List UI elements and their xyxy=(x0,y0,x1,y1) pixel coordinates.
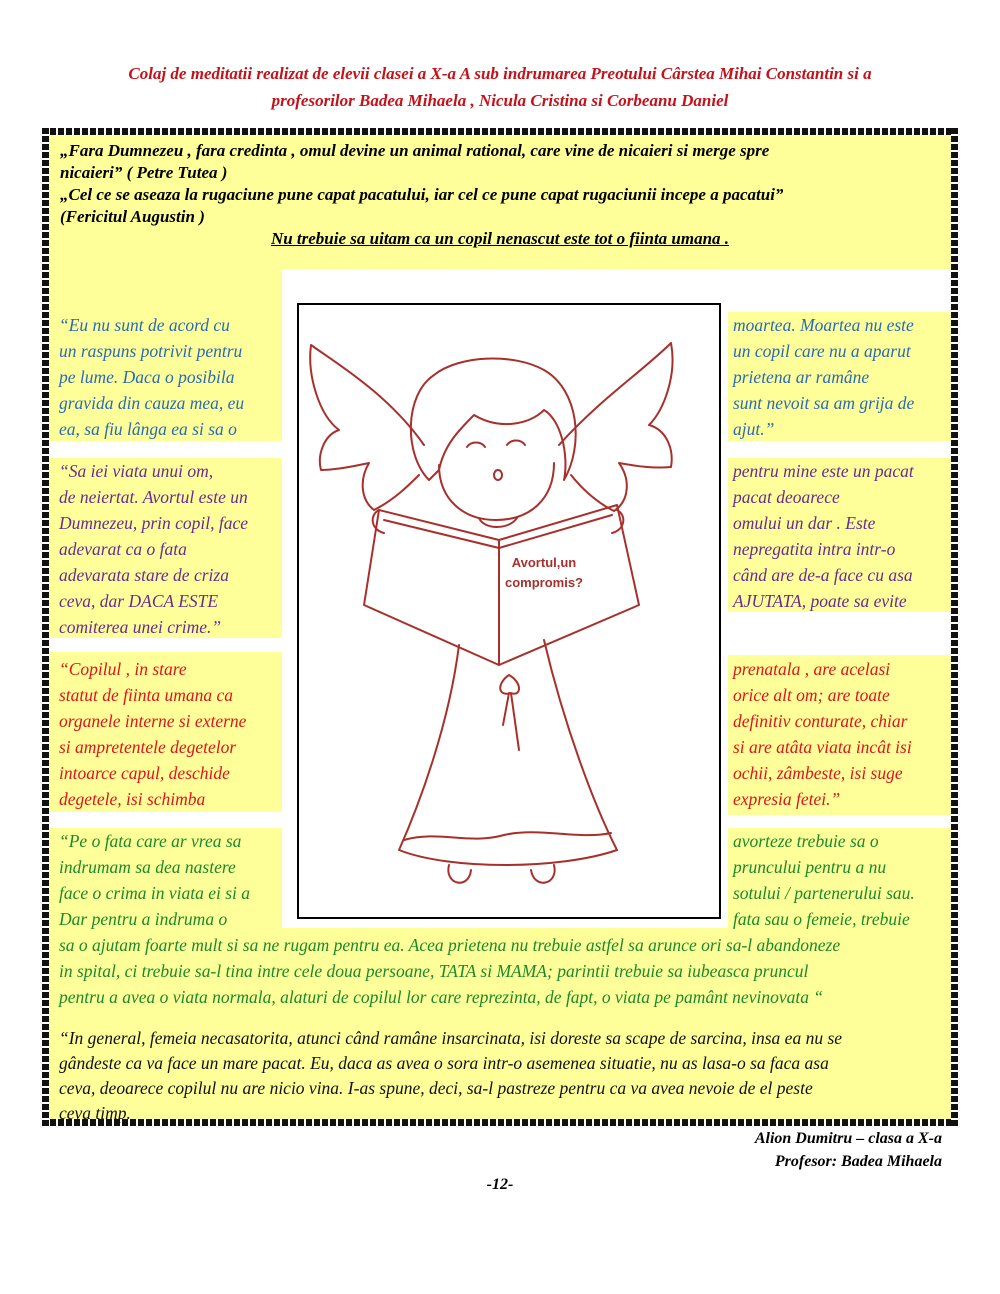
left-wing xyxy=(310,345,424,510)
quote-1-right xyxy=(733,312,914,442)
gown xyxy=(399,640,617,865)
book-title-line-1: Avortul,un xyxy=(511,555,577,570)
quote-3-right-line: prenatala , are acelasi xyxy=(733,659,891,679)
quote-augustin-line-2: (Fericitul Augustin ) xyxy=(60,207,205,226)
quote-4-right-line: sotului / partenerului sau. xyxy=(733,883,915,903)
quote-2-right-line: nepregatita intra intr-o xyxy=(733,539,896,559)
signature-teacher: Profesor: Badea Mihaela xyxy=(774,1153,942,1170)
quote-3-right xyxy=(733,656,912,812)
quote-1-right-line: ajut.” xyxy=(733,419,775,439)
angel-illustration xyxy=(297,303,721,919)
book-title-line-2: compromis? xyxy=(504,575,584,590)
quote-4-left-line: Dar pentru a indruma o xyxy=(59,909,228,929)
quote-4-right-line: fata sau o femeie, trebuie xyxy=(733,909,910,929)
quote-3-right-line: si are atâta viata incât isi xyxy=(733,737,912,757)
gown-hem xyxy=(404,832,611,840)
header-line-1: Colaj de meditatii realizat de elevii clasei a X-a A sub indrumarea Preotului Cârstea Mihai Constantin si a xyxy=(128,64,872,83)
frame-right-border xyxy=(951,128,958,1126)
right-eye xyxy=(507,441,525,446)
frame-left-border xyxy=(42,128,49,1126)
quote-3-left-line: “Copilul , in stare xyxy=(59,659,187,679)
page-number: -12- xyxy=(486,1176,514,1193)
quote-3-left xyxy=(59,656,246,812)
quote-4-full-line: in spital, ci trebuie sa-l tina intre cele doua persoane, TATA si MAMA; parintii trebuie sa iubeasca pruncul xyxy=(59,961,809,981)
top-quotes xyxy=(60,140,920,228)
quote-3-right-line: definitiv conturate, chiar xyxy=(733,711,908,731)
quote-1-left xyxy=(59,312,244,442)
quote-tutea-line-2: nicaieri” ( Petre Tutea ) xyxy=(60,163,228,182)
quote-3-right-line: expresia fetei.” xyxy=(733,789,841,809)
quote-2-left-line: adevarat ca o fata xyxy=(59,539,187,559)
unborn-child-note: Nu trebuie sa uitam ca un copil nenascut este tot o fiinta umana . xyxy=(270,229,730,248)
quote-2-left-line: adevarata stare de criza xyxy=(59,565,229,585)
bow xyxy=(500,675,519,750)
mouth xyxy=(494,470,502,480)
header-line-2: profesorilor Badea Mihaela , Nicula Cristina si Corbeanu Daniel xyxy=(271,91,729,110)
quote-augustin-line-1: „Cel ce se aseaza la rugaciune pune capat pacatului, iar cel ce pune capat rugaciunii incepe a pacatui” xyxy=(60,185,784,204)
frame-gap xyxy=(282,269,728,303)
quote-5-line: “In general, femeia necasatorita, atunci când ramâne insarcinata, isi doreste sa scape de sarcina, insa ea nu se xyxy=(59,1028,843,1048)
signature-author: Alion Dumitru – clasa a X-a xyxy=(754,1130,942,1147)
quote-2-left-line: “Sa iei viata unui om, xyxy=(59,461,214,481)
quote-3-left-line: degetele, isi schimba xyxy=(59,789,206,809)
quote-1-left-line: pe lume. Daca o posibila xyxy=(59,367,235,387)
quote-4-right-line: pruncului pentru a nu xyxy=(733,857,887,877)
page-header xyxy=(40,60,960,114)
quote-3-left-line: si ampretentele degetelor xyxy=(59,737,237,757)
hair xyxy=(411,359,576,480)
quote-5-line: ceva, deoarece copilul nu are nicio vina. I-as spune, deci, sa-l pastreze pentru ca va avea nevoie de el peste xyxy=(59,1078,813,1098)
quote-3-left-line: statut de fiinta umana ca xyxy=(59,685,234,705)
quote-2-left-line: Dumnezeu, prin copil, face xyxy=(59,513,249,533)
frame-top-border xyxy=(42,128,958,135)
face xyxy=(439,463,554,520)
quote-4-left-line: “Pe o fata care ar vrea sa xyxy=(59,831,242,851)
quote-4-full-line: sa o ajutam foarte mult si sa ne rugam pentru ea. Acea prietena nu trebuie astfel sa arunce ori sa-l abandoneze xyxy=(59,935,841,955)
left-eye xyxy=(467,443,485,448)
right-foot xyxy=(531,865,555,883)
quote-2-right xyxy=(733,458,914,614)
quote-5-line: gândeste ca va face un mare pacat. Eu, daca as avea o sora intr-o asemenea situatie, nu as lasa-o sa faca asa xyxy=(59,1053,829,1073)
book xyxy=(364,505,639,665)
quote-3-right-line: orice alt om; are toate xyxy=(733,685,890,705)
quote-4-right-line: avorteze trebuie sa o xyxy=(733,831,879,851)
quote-4-left-line: indrumam sa dea nastere xyxy=(59,857,236,877)
left-foot xyxy=(448,865,471,883)
quote-3-left-line: organele interne si externe xyxy=(59,711,247,731)
quote-3-left-line: intoarce capul, deschide xyxy=(59,763,230,783)
quote-2-left xyxy=(59,458,248,640)
quote-1-left-line: “Eu nu sunt de acord cu xyxy=(59,315,230,335)
quote-2-right-line: când are de-a face cu asa xyxy=(733,565,913,585)
angel-drawing xyxy=(299,305,719,917)
quote-2-left-line: ceva, dar DACA ESTE xyxy=(59,591,219,611)
quote-tutea-line-1: „Fara Dumnezeu , fara credinta , omul devine un animal rational, care vine de nicaieri si merge spre xyxy=(60,141,770,160)
quote-2-right-line: pacat deoarece xyxy=(733,487,840,507)
quote-4-right xyxy=(733,828,915,932)
quote-2-right-line: pentru mine este un pacat xyxy=(733,461,914,481)
quote-2-left-line: de neiertat. Avortul este un xyxy=(59,487,248,507)
quote-5-line: ceva timp. xyxy=(59,1103,131,1123)
quote-4-full xyxy=(59,932,840,1010)
quote-3-right-line: ochii, zâmbeste, isi suge xyxy=(733,763,903,783)
quote-1-right-line: prietena ar ramâne xyxy=(733,367,870,387)
quote-2-left-line: comiterea unei crime.” xyxy=(59,617,222,637)
quote-1-right-line: moartea. Moartea nu este xyxy=(733,315,914,335)
quote-1-left-line: ea, sa fiu lânga ea si sa o xyxy=(59,419,237,439)
quote-1-left-line: gravida din cauza mea, eu xyxy=(59,393,245,413)
quote-5 xyxy=(59,1026,842,1126)
quote-1-right-line: un copil care nu a aparut xyxy=(733,341,911,361)
quote-2-right-line: AJUTATA, poate sa evite xyxy=(733,591,907,611)
quote-1-left-line: un raspuns potrivit pentru xyxy=(59,341,243,361)
quote-4-left-line: face o crima in viata ei si a xyxy=(59,883,251,903)
quote-4-full-line: pentru a avea o viata normala, alaturi de copilul lor care reprezinta, de fapt, o viata pe pamânt nevinovata “ xyxy=(59,987,824,1007)
quote-1-right-line: sunt nevoit sa am grija de xyxy=(733,393,915,413)
quote-2-right-line: omului un dar . Este xyxy=(733,513,876,533)
quote-4-left xyxy=(59,828,250,932)
